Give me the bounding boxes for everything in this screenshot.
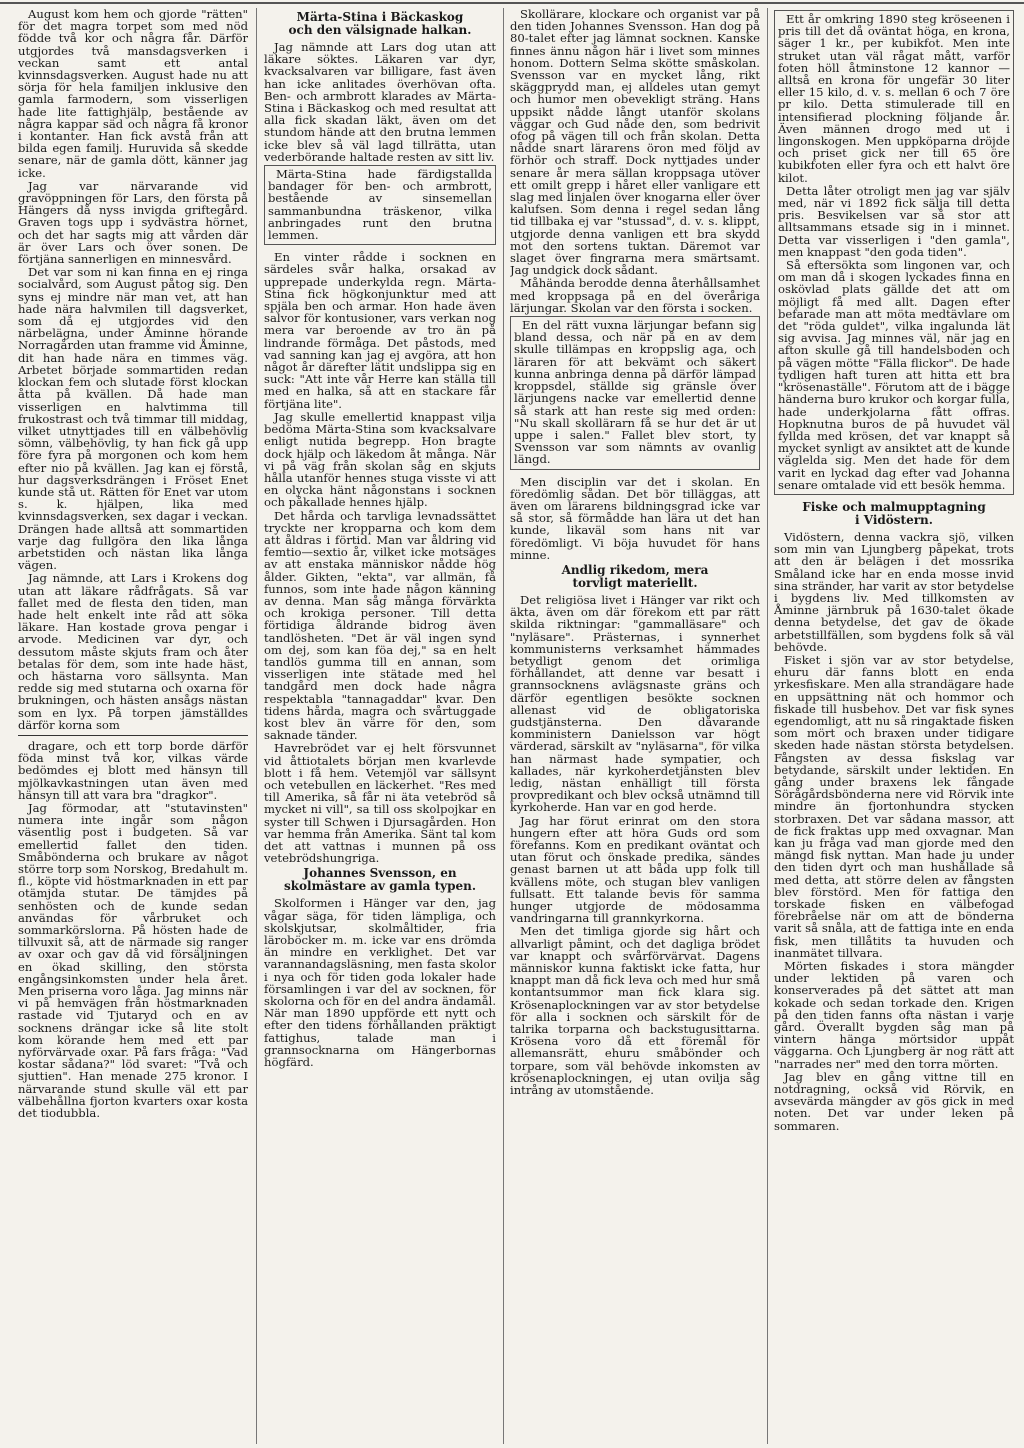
paragraph: En del rätt vuxna lärjungar befann sig bland dessa, och när på en av dem skulle tillämpas en kroppslig aga, och läraren för att bekvämt och säkert kunna anbringa denna på därför lämpad kroppsdel, ställde sig gränsle över lärjungens nacke var emellertid denne så stark att han reste sig med orden: "Nu skall skollärarn få se hur det är ut uppe i salen." Fallet blev stort, ty Svensson var som nämnts av ovanlig längd.	[514, 318, 756, 467]
paragraph: Ett år omkring 1890 steg kröseenen i pris till det då oväntat höga, en krona, säger 1 kr., per kubikfot. Men inte struket utan väl rågat mått, varför foten höll åtminstone 12 kannor — alltså en krona för ungefär 30 liter eller 15 kilo, d. v. s. mellan 6 och 7 öre pr kilo. Detta stimulerade till en intensifierad plockning följande år. Även männen drogo med ut i lingonskogen. Men uppköparna dröjde och priset gick ner till 65 öre kubikfoten eller fyra och ett halvt öre kilot.	[778, 12, 1010, 185]
paragraph: Så eftersökta som lingonen var, och om man då i skogen lyckades finna en oskövlad plats gällde det att om möjligt få med allt. Dagen efter befarade man att möta medtävlare om det "röda guldet", vilka ingalunda lät sig avvisa. Jag minnes väl, när jag en afton skulle gå till handelsboden och på vägen mötte "Fälla flickor". De hade tydligen haft turen att hitta ett bra "krösenaställe". Förutom att de i bägge händerna buro krukor och korgar fulla, hade underkjolarna fått offras. Hopknutna buros de på huvudet väl fyllda med krösen, det var knappt så mycket synligt av ansiktet att de kunde väglelda sig. Men det hade för dem varit en lyckad dag efter vad Johanna senare omtalade vid ett besök hemma.	[778, 258, 1010, 492]
section-rule	[18, 735, 248, 736]
paragraph: Detta låter otroligt men jag var själv med, när vi 1892 fick sälja till detta pris. Besvikelsen var så stor att alltsammans etsade sig in i minnet. Detta var visserligen i "den gamla", men knappast "den goda tiden".	[778, 183, 1010, 259]
paragraph: Skollärare, klockare och organist var på den tiden Johannes Svensson. Han dog på 80-talet efter jag lämnat socknen. Kanske finnes ännu någon här i livet som minnes honom. Dottern Selma skötte småskolan. Svensson var en mycket lång, rikt skäggprydd man, ej alldeles utan gemyt och humor men obevekligt sträng. Hans uppsikt nådde långt utanför skolans väggar och Gud nåde den, som bedrivit ofog på vägen till och från skolan. Detta nådde snart lärarens öron med följd av förhör och straff. Dock nyttjades under senare år mera sällan kroppsaga utöver ett omilt grepp i håret eller vanligare ett slag med linjalen över knogarna eller över kalufsen. Som denna i regel sedan lång tid tillbaka ej var "stussad", d. v. s. klippt, utgjorde denna vanligen ett bra skydd mot den sortens tuktan. Däremot var slaget över fingrarna mera smärtsamt. Jag undgick dock sådant.	[510, 8, 760, 278]
paragraph: Jag blev en gång vittne till en notdragning, också vid Rörvik, en avsevärda mängder av gös gick in med noten. Det var under leken på sommaren.	[774, 1069, 1014, 1133]
paragraph: Jag nämnde att Lars dog utan att läkare söktes. Läkaren var dyr, kvacksalvaren var billigare, fast även han icke anlitades överhövan ofta. Ben- och armbrott klarades av Märta-Stina i Bäckaskog och med resultat att alla fick skadan läkt, även om det stundom hände att den brutna lemmen icke blev så väl lagd tillrätta, utan vederbörande haltade resten av sitt liv.	[264, 40, 496, 164]
paragraph: August kom hem och gjorde "rätten" för det magra torpet som med nöd födde två kor och några får. Därför utgjordes två mansdagsverken i veckan samt ett antal kvinnsdagsverken. August hade nu att sörja för hela familjen inklusive den gamla farmodern, som visserligen hade lite fattighjälp, bestående av några kappar säd och några få kronor i kontanter. Han fick avstå från att bilda egen familj. Huruvida så skedde senare, när de gamla dött, känner jag icke.	[18, 8, 248, 180]
paragraph: Det var som ni kan finna en ej ringa socialvård, som August påtog sig. Den syns ej mindre när man vet, att han hade nära halvmilen till dagsverket, som då ej utgjordes vid den närbelägna, under Åminne hörande Norragården utan framme vid Åminne, dit han hade nära en timmes väg. Arbetet började sommartiden redan klockan fem och slutade först klockan åtta på kvällen. Då hade man visserligen en halvtimma till frukostrast och två timmar till middag, vilket utnyttjades till en välbehövlig sömn, välbehövlig, ty han fick gå upp före fyra på morgonen och kom hem efter nio på kvällen. Jag kan ej förstå, hur dagsverksdrängen i Fröset Enet kunde stå ut. Rätten för Enet var utom s. k. hjälpen, lika med kvinnsdagsverken, sex dagar i veckan. Drängen hade alltså att sommartiden varje dag fullgöra den lika långa arbetstiden och nästan lika långa vägen.	[18, 265, 248, 573]
column-divider	[503, 8, 504, 1444]
article-heading-fiske: Fiske och malmupptagning i Vidöstern.	[802, 499, 986, 527]
column-2	[264, 8, 496, 1444]
paragraph: Det religiösa livet i Hänger var rikt och äkta, även om där förekom ett par rätt skilda riktningar: "gammalläsare" och "nyläsare". Prästernas, i synnerhet kommunisterns verksamhet hämmades betydligt genom det orimliga förhållandet, att denne var besatt i grannsocknens avlägsnaste gräns och därför egentligen besökte socknen allenast vid de obligatoriska gudstjänsterna. Den dåvarande komministern Danielsson var högt värderad, särskilt av "nyläsarna", för vilka han närmast hade sympatier, och kallades, när kyrkoherdetjänsten blev ledig, nästan enhälligt till första provpredikant och blev också utnämnd till kyrkoherde. Han var en god herde.	[510, 592, 760, 815]
paragraph: Det hårda och tarvliga levnadssättet tryckte ner kropparna och kom dem att åldras i förtid. Man var åldring vid femtio—sextio år, vilket icke motsäges av att enstaka människor nådde hög ålder. Gikten, "ekta", var allmän, få funnos, som inte hade någon känning av denna. Man såg många förvärkta och krokiga personer. Till detta förtidiga åldrande bidrog även tandlösheten. "Det är väl ingen synd om dej, som kan föa dej," sa en helt tandlös gumma till en annan, som visserligen inte stätade med hel tandgård men dock hade några respektabla "tannagaddar" kvar. Den tidens hårda, magra och svårtuggade kost blev än värre för den, som saknade tänder.	[264, 508, 496, 743]
article-heading-marta-stina: Märta-Stina i Bäckaskog och den välsignade halkan.	[288, 10, 472, 37]
paragraph: Men disciplin var det i skolan. En föredömlig sådan. Det bör tilläggas, att även om lärarens bildningsgrad icke var så stor, så förmådde han lära ut det han kunde, likaväl som hans nit var föredömligt. Vi böja huvudet för hans minne.	[510, 474, 760, 562]
paragraph: Jag var närvarande vid gravöppningen för Lars, den första på Hängers då nyss invigda griftegård. Graven togs upp i sydvästra hörnet, och det har sagts mig att vården där är över Lars och över sonen. De förtjäna sannerligen en minnesvård.	[18, 178, 248, 267]
paragraph: Jag har förut erinrat om den stora hungern efter att höra Guds ord som förefanns. Kom en predikant oväntat och utan förut och önskade predika, sändes genast barnen ut att båda upp folk till kvällens möte, och stugan blev vanligen fullsatt. Ett talande bevis för samma hunger utgjorde de mödosamma vandringarna till grannkyrkorna.	[510, 813, 760, 926]
article-heading-johannes-svensson: Johannes Svensson, en skolmästare av gamla typen.	[283, 866, 477, 894]
boxed-section	[774, 10, 1014, 495]
paragraph: Vidöstern, denna vackra sjö, vilken som min van Ljungberg påpekat, trots att den är belägen i det mossrika Småland icke har en enda mosse invid sina stränder, har varit av stor betydelse i bygdens liv. Med tillkomsten av Åminne järnbruk på 1630-talet ökade denna betydelse, det gav de ökade arbetstillfällen, som bygdens folk så väl behövde.	[774, 529, 1014, 654]
boxed-paragraph	[264, 165, 496, 245]
paragraph: Måhända berodde denna återhållsamhet med kroppsaga på en del överåriga lärjungar. Skolan var den första i socken.	[510, 276, 760, 315]
paragraph: En vinter rådde i socknen en särdeles svår halka, orsakad av upprepade underkylda regn. Märta-Stina fick högkonjunktur med att spjäla ben och armar. Hon hade även salvor för kontusioner, vars verkan nog mera var beroende av tro än på lindrande förmåga. Det påstods, med vad sanning kan jag ej avgöra, att hon något år därefter lätit undslippa sig en suck: "Att inte vår Herre kan ställa till med en halka, så att en stackare får förtjäna lite".	[264, 250, 496, 411]
column-divider	[767, 8, 768, 1444]
paragraph: Mörten fiskades i stora mängder under lektiden på varen och konserverades på det sättet att man kokade och sedan torkade den. Krigen på den tiden fanns ofta nästan i varje gård. Överallt bygden såg man på vintern hänga mörtsidor uppåt väggarna. Och Ljungberg är nog rätt att "narrades ner" med den torra mörten.	[774, 959, 1014, 1071]
paragraph: Skolformen i Hänger var den, jag vågar säga, för tiden lämpliga, och skolskjutsar, skolmåltider, fria läroböcker m. m. icke var ens drömda än mindre en verklighet. Det var varannandagsläsning, men fasta skolor i nya och för tiden goda lokaler hade församlingen i var del av socknen, för skolorna och för en del andra ändamål. När man 1890 uppförde ett nytt och efter den tidens förhållanden präktigt fattighus, talade man i grannsocknarna om Hängerbornas högfärd.	[264, 896, 496, 1070]
paragraph: Havrebrödet var ej helt försvunnet vid åttiotalets början men kvarlevde blott i få hem. Vetemjöl var sällsynt och vetebullen en läckerhet. "Res med till Amerika, så får ni äta vetebröd så mycket ni vill", sa till oss skolpojkar en syster till Schwen i Djursagården. Hon var hemma från Amerika. Sänt tal kom det att vattnas i munnen på oss vetebrödshungriga.	[264, 741, 496, 866]
article-heading-andlig-rikedom: Andlig rikedom, mera torvligt materiellt.	[561, 562, 709, 590]
paragraph: Fisket i sjön var av stor betydelse, ehuru där fanns blott en enda yrkesfiskare. Men alla strandägare hade en uppsättning nät och hommor och fiskade till husbehov. Det var fisk synes egendomligt, att nu så ringaktade fisken som mört och braxen under tidigare skeden hade nästan största betydelsen. Fångsten av dessa fiskslag var betydande, särskilt under lektiden. En gång under braxens lek fångade Sörågårdsbönderna nere vid Rörvik inte mindre än fjortonhundra stycken storbraxen. Det var sådana massor, att de fick fraktas upp med oxvagnar. Man kan ju fråga vad man gjorde med den mängd fisk nyttan. Man hade ju under den tiden dyrt och man hushållade så med detta, att större delen av fångsten blev förstörd. Men för fattiga den torskade fisken en välbefogad förebråelse när om att de bönderna varit så snåla, att de fattiga inte en enda fisk, men tillåtits ta huvuden och inanmätet tillvara.	[774, 652, 1014, 960]
column-3	[510, 8, 760, 1444]
paragraph: Men det timliga gjorde sig hårt och allvarligt påmint, och det dagliga brödet var knappt och svårförvärvat. Dagens människor kunna faktiskt icke fatta, hur knappt man då fick leva och med hur små kontantsummor man fick klara sig. Krösenaplockningen var av stor betydelse för alla i socknen och särskilt för de talrika torparna och backstugusittarna. Krösena voro då ett föremål för allemansrätt, ehuru småbönder och torpare, som väl behövde inkomsten av krösenaplockningen, ej utan ovilja såg intrång av utomstående.	[510, 924, 760, 1098]
column-divider	[256, 8, 257, 1444]
top-rule	[0, 2, 1024, 4]
paragraph: dragare, och ett torp borde därför föda minst två kor, vilkas värde bedömdes ej blott med hänsyn till mjölkavkastningen utan även med hänsyn till att vara bra "dragkor".	[18, 738, 248, 802]
paragraph: Jag skulle emellertid knappast vilja bedöma Märta-Stina som kvacksalvare enligt nutida begrepp. Hon bragte dock hjälp och läkedom åt många. När vi på väg från skolan såg en skjuts hålla utanför hennes stuga visste vi att en olycka hänt någonstans i socknen och påkallade hennes hjälp.	[264, 409, 496, 510]
column-4	[774, 8, 1014, 1444]
paragraph: Jag nämnde, att Lars i Krokens dog utan att läkare rådfrågats. Så var fallet med de flesta den tiden, man hade helt enkelt inte råd att söka läkare. Han kostade grova pengar i arvode. Medicinen var dyr, och dessutom måste skjuts fram och åter betalas för dem, som inte hade häst, och hästarna voro sällsynta. Man redde sig med stutarna och oxarna för brukningen, och hästen ansågs nästan som en lyx. På torpen jämställdes därför korna som	[18, 571, 248, 732]
column-1	[18, 8, 248, 1444]
paragraph: Märta-Stina hade färdigstallda bandager för ben- och armbrott, bestående av sinsemellan sammanbundna träskenor, vilka anbringades runt den brutna lemmen.	[268, 167, 492, 243]
boxed-paragraph	[510, 316, 760, 469]
paragraph: Jag förmodar, att "stutavinsten" numera inte ingår som någon väsentlig post i budgeten. Så var emellertid fallet den tiden. Småbönderna och brukare av något större torp som Norskog, Bredahult m. fl., köpte vid höstmarknaden in ett par otämjda stutar. De tämjdes på senhösten och de kunde sedan användas för vårbruket och sommarkörslorna. På hösten hade de tillvuxit så, att de närmade sig ranger av oxar och gav då vid försäljningen en ökad skilling, den största engångsinkomsten under hela året. Men priserna voro låga. Jag minns när vi på hemvägen från höstmarknaden rastade vid Tjutaryd och en av socknens drängar icke så lite stolt kom körande hem med ett par nyförvärvade oxar. På fars fråga: "Vad kostar sådana?" löd svaret: "Två och sjuttien". Han menade 275 kronor. I närvarande stund skulle väl ett par välbehållna fjorton kvarters oxar kosta det tiodubbla.	[18, 801, 248, 1121]
